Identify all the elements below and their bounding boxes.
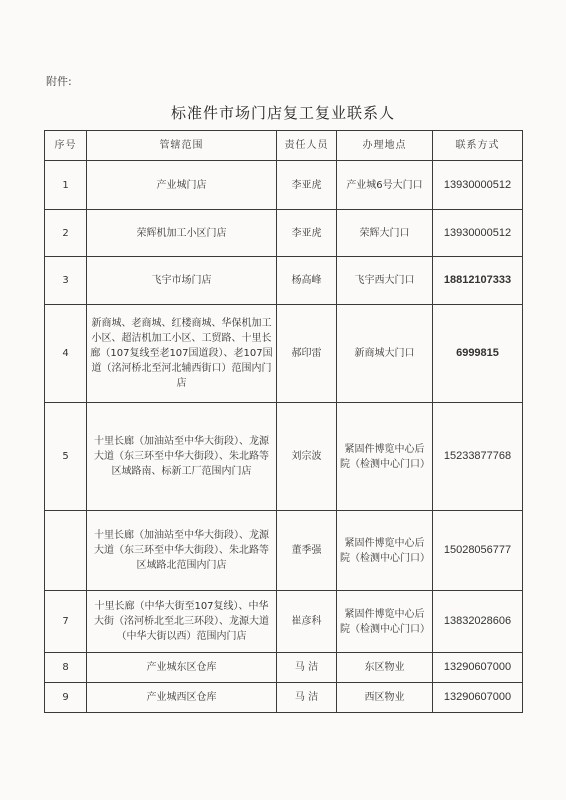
- row-scope: 新商城、老商城、红楼商城、华保机加工小区、超洁机加工小区、工贸路、十里长廊（107复线至老107国道段）、老107国道（洺河桥北至河北辅西街口）范围内门店: [87, 305, 277, 403]
- header-person: 责任人员: [277, 131, 337, 161]
- table-row: [45, 591, 523, 653]
- row-index: 7: [45, 591, 87, 653]
- row-place: 新商城大门口: [337, 305, 433, 403]
- row-scope: 产业城门店: [87, 161, 277, 210]
- header-scope: 管辖范围: [87, 131, 277, 161]
- row-place: 紧固件博览中心后院（检测中心门口）: [337, 591, 433, 653]
- row-place: 西区物业: [337, 683, 433, 713]
- row-index: 3: [45, 257, 87, 305]
- row-phone: 13930000512: [433, 161, 523, 210]
- row-person: 郝印雷: [277, 305, 337, 403]
- row-place: 荣辉大门口: [337, 210, 433, 257]
- row-phone: 13930000512: [433, 210, 523, 257]
- row-index: 4: [45, 305, 87, 403]
- contacts-table: [44, 130, 523, 713]
- table-row: [45, 210, 523, 257]
- row-index: 2: [45, 210, 87, 257]
- row-person: 马 洁: [277, 653, 337, 683]
- table-row: [45, 403, 523, 511]
- row-scope: 飞宇市场门店: [87, 257, 277, 305]
- document-title: 标准件市场门店复工复业联系人: [170, 104, 395, 122]
- row-phone: 18812107333: [433, 257, 523, 305]
- header-place: 办理地点: [337, 131, 433, 161]
- row-place: 产业城6号大门口: [337, 161, 433, 210]
- row-phone: 13290607000: [433, 683, 523, 713]
- table-row: [45, 257, 523, 305]
- row-phone: 13290607000: [433, 653, 523, 683]
- row-index: 8: [45, 653, 87, 683]
- table-row: [45, 683, 523, 713]
- row-person: 刘宗波: [277, 403, 337, 511]
- row-index: 1: [45, 161, 87, 210]
- row-scope: 产业城西区仓库: [87, 683, 277, 713]
- row-place: 紧固件博览中心后院（检测中心门口）: [337, 403, 433, 511]
- row-person: 李亚虎: [277, 210, 337, 257]
- table-row: [45, 161, 523, 210]
- row-scope: 产业城东区仓库: [87, 653, 277, 683]
- table-header-row: [45, 131, 523, 161]
- table-row: [45, 511, 523, 591]
- row-person: 李亚虎: [277, 161, 337, 210]
- row-scope: 十里长廊（加油站至中华大街段）、龙源大道（东三环至中华大街段）、朱北路等区域路北范围内门店: [87, 511, 277, 591]
- header-index: 序号: [45, 131, 87, 161]
- row-person: 马 洁: [277, 683, 337, 713]
- row-phone: 15233877768: [433, 403, 523, 511]
- row-index: [45, 511, 87, 591]
- row-index: 9: [45, 683, 87, 713]
- table-row: [45, 653, 523, 683]
- row-index: 5: [45, 403, 87, 511]
- row-place: 东区物业: [337, 653, 433, 683]
- row-phone: 15028056777: [433, 511, 523, 591]
- row-phone: 13832028606: [433, 591, 523, 653]
- row-place: 紧固件博览中心后院（检测中心门口）: [337, 511, 433, 591]
- row-person: 杨高峰: [277, 257, 337, 305]
- row-scope: 十里长廊（中华大街至107复线）、中华大街（洺河桥北至北三环段）、龙源大道（中华大街以西）范围内门店: [87, 591, 277, 653]
- row-person: 崔彦科: [277, 591, 337, 653]
- row-place: 飞宇西大门口: [337, 257, 433, 305]
- row-phone: 6999815: [433, 305, 523, 403]
- attachment-label: 附件:: [46, 75, 72, 88]
- table-row: [45, 305, 523, 403]
- header-phone: 联系方式: [433, 131, 523, 161]
- row-scope: 荣辉机加工小区门店: [87, 210, 277, 257]
- row-person: 董季强: [277, 511, 337, 591]
- row-scope: 十里长廊（加油站至中华大街段）、龙源大道（东三环至中华大街段）、朱北路等区域路南、标新工厂范围内门店: [87, 403, 277, 511]
